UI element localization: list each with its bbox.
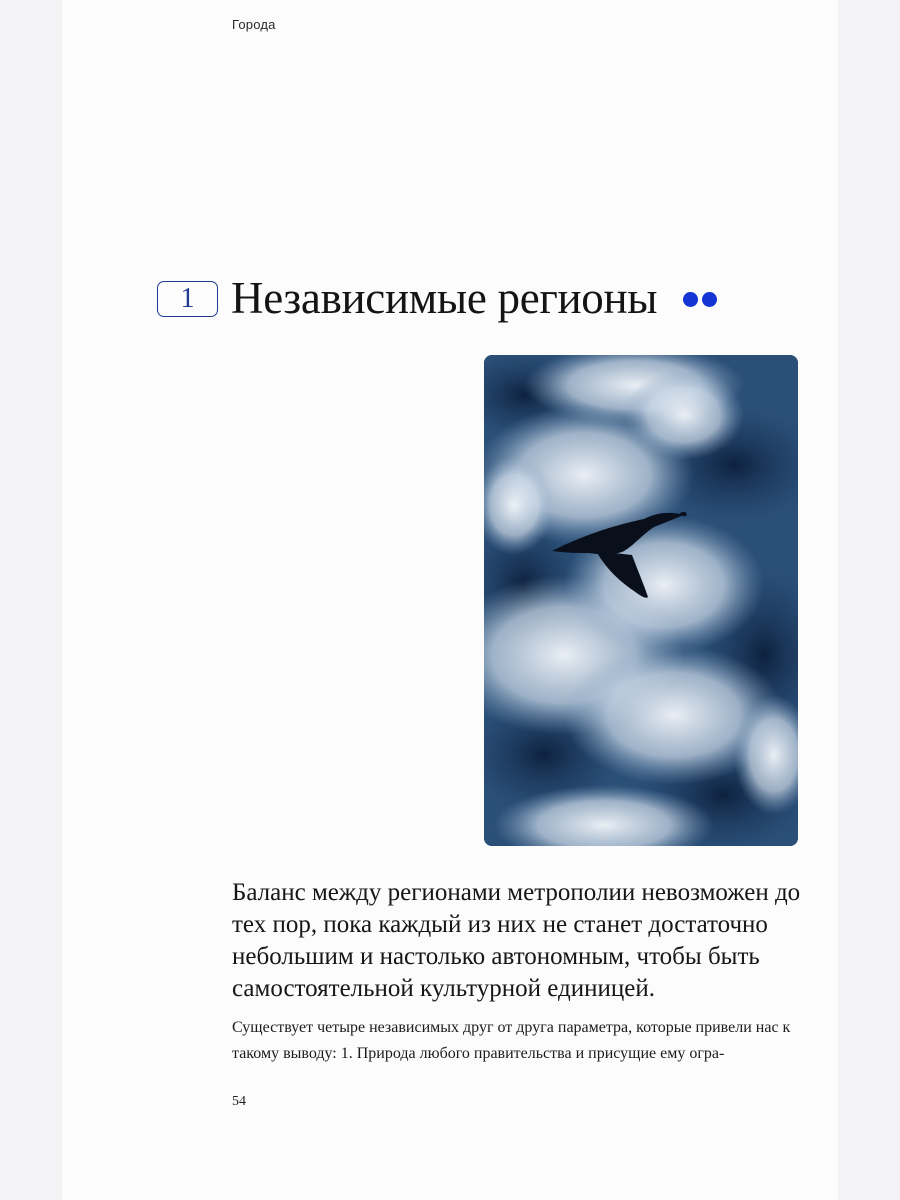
chapter-photo xyxy=(484,355,798,846)
dot-icon xyxy=(683,292,698,307)
lead-paragraph: Баланс между регионами метрополии невозможен до тех пор, пока каждый из них не станет достаточно небольшим и настолько автономным, чтобы быть самостоятельной культурной единицей. xyxy=(232,879,801,1002)
chapter-dots-icon xyxy=(683,292,723,308)
dot-icon xyxy=(702,292,717,307)
bird-in-clouds-image xyxy=(484,355,798,846)
page-number: 54 xyxy=(232,1094,246,1109)
running-head: Города xyxy=(232,17,276,32)
chapter-title: Независимые регионы xyxy=(231,273,658,323)
body-paragraph: Существует четыре независимых друг от друга параметра, которые привели нас к такому выводу: 1. Природа любого правительства и присущие ему огра- xyxy=(232,1019,791,1062)
chapter-number: 1 xyxy=(157,281,218,317)
